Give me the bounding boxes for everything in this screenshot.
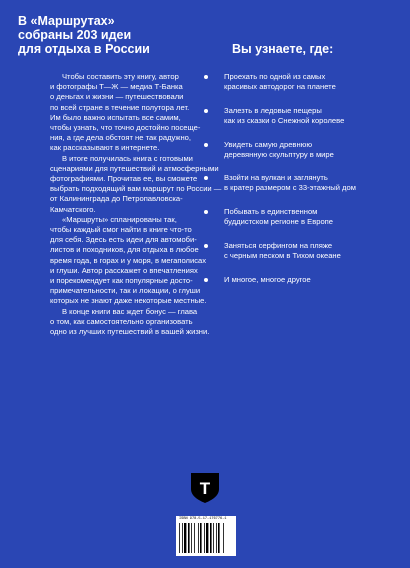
text-line: и фотографы Т—Ж — медиа Т-Банка xyxy=(50,82,183,92)
paragraph xyxy=(50,153,222,215)
list-item-line: Залезть в ледовые пещеры xyxy=(224,106,322,115)
headline-line: собраны 203 идеи xyxy=(18,28,132,42)
bullet-dot-icon xyxy=(204,278,208,282)
isbn-number: ISBN 978-5-17-176776-1 xyxy=(179,517,227,521)
bullet-dot-icon xyxy=(204,244,208,248)
list-item-line: Побывать в единственном xyxy=(224,207,318,216)
text-line: Им было важно испытать все самим, xyxy=(50,112,181,122)
list-item-line: Заняться серфингом на пляже xyxy=(224,241,333,250)
barcode-stripe xyxy=(204,523,205,553)
list-item-line: в кратер размером с 33-этажный дом xyxy=(224,183,356,193)
text-line: примечательности, так и локации, о глуши xyxy=(50,286,201,296)
text-line: фотографиями. Прочитав ее, вы сможете xyxy=(50,174,198,184)
list-item xyxy=(204,275,311,285)
list-item-line: деревянную скульптуру в мире xyxy=(224,150,334,160)
barcode-stripe xyxy=(210,523,212,553)
bullet-dot-icon xyxy=(204,210,208,214)
paragraph xyxy=(50,72,201,154)
text-line: В итоге получилась книга с готовыми xyxy=(62,153,193,163)
list-item-line: как из сказки о Снежной королеве xyxy=(224,116,345,126)
barcode-stripe xyxy=(182,523,183,553)
list-item-line: Увидеть самую древнюю xyxy=(224,140,313,149)
barcode-stripe xyxy=(213,523,214,553)
text-line: В конце книги вас ждет бонус — глава xyxy=(62,306,198,316)
text-line: ния, а где дела обстоят не так радужно, xyxy=(50,133,191,143)
barcode-stripe xyxy=(223,523,224,553)
barcode-stripe xyxy=(179,523,180,553)
description-text xyxy=(50,72,222,337)
headline xyxy=(18,14,188,56)
bullet-dot-icon xyxy=(204,143,208,147)
paragraph xyxy=(50,306,210,338)
barcode-stripe xyxy=(191,523,192,553)
barcode-stripe xyxy=(184,523,186,553)
barcode-stripe xyxy=(188,523,190,553)
list-item-line: красивых автодорог на планете xyxy=(224,82,336,92)
text-line: время года, в горах и у моря, в мегаполисах xyxy=(50,255,207,265)
paragraph xyxy=(50,214,207,307)
barcode-stripe xyxy=(200,523,202,553)
text-line: о деньгах и жизни — путешествовали xyxy=(50,92,184,102)
text-line: и глуши. Автор расскажет о впечатлениях xyxy=(50,265,198,275)
text-line: о том, как самостоятельно организовать xyxy=(50,316,193,326)
subheading: Вы узнаете, где: xyxy=(232,42,334,56)
text-line: Камчатского. xyxy=(50,204,96,214)
text-line: сценариями для путешествий и атмосферными xyxy=(50,163,219,173)
text-line: по всей стране в течение полутора лет. xyxy=(50,102,190,112)
barcode-stripe xyxy=(218,523,220,553)
barcode-stripe xyxy=(198,523,199,553)
text-line: чтобы каждый смог найти в книге что-то xyxy=(50,225,192,235)
bullet-dot-icon xyxy=(204,176,208,180)
logo-letter: Т xyxy=(199,479,211,498)
text-line: Чтобы составить эту книгу, автор xyxy=(62,72,179,81)
list-item xyxy=(204,72,336,92)
barcode-stripe xyxy=(206,523,208,553)
list-item-line: Проехать по одной из самых xyxy=(224,72,326,81)
headline-line: для отдыха в России xyxy=(18,42,150,56)
text-line: которых не знают даже некоторые местные. xyxy=(50,296,207,306)
list-item xyxy=(204,106,344,126)
t-bank-shield-icon xyxy=(190,472,220,504)
list-item xyxy=(204,207,333,227)
barcode-stripe xyxy=(216,523,217,553)
text-line: выбрать подходящий вам маршрут по России — xyxy=(50,184,222,194)
bullet-dot-icon xyxy=(204,109,208,113)
barcode-stripe xyxy=(194,523,195,553)
text-line: одно из лучших путешествий в вашей жизни. xyxy=(50,327,210,337)
headline-line: В «Маршрутах» xyxy=(18,14,115,28)
text-line: «Маршруты» спланированы так, xyxy=(62,214,177,224)
text-line: и порекомендует как популярные досто- xyxy=(50,276,193,286)
list-item xyxy=(204,173,356,193)
text-line: листов и походников, для отдыха в любое xyxy=(50,245,199,255)
list-item xyxy=(204,140,334,160)
list-item xyxy=(204,241,341,261)
text-line: от Калининграда до Петропавловска- xyxy=(50,194,183,204)
text-line: для себя. Здесь есть идеи для автомоби- xyxy=(50,235,197,245)
list-item-line: Взойти на вулкан и заглянуть xyxy=(224,173,328,182)
barcode-image xyxy=(179,523,233,553)
bullet-dot-icon xyxy=(204,75,208,79)
list-item-line: с черным песком в Тихом океане xyxy=(224,251,341,261)
list-item-line: И многое, многое другое xyxy=(224,275,311,284)
text-line: как рассказывают в интернете. xyxy=(50,143,160,153)
text-line: чтобы узнать, что точно достойно посеще- xyxy=(50,123,201,133)
list-item-line: буддистском регионе в Европе xyxy=(224,217,334,227)
isbn-barcode xyxy=(176,516,236,556)
